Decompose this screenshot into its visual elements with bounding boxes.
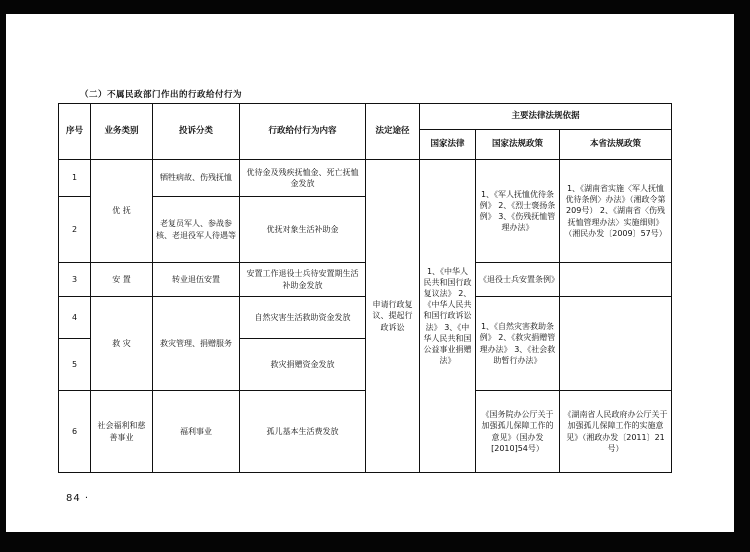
table-row (59, 160, 672, 197)
admin-content-cell: 优待金及残疾抚恤金、死亡抚恤金发放 (240, 160, 366, 197)
row-number: 4 (59, 297, 91, 339)
admin-content-cell: 自然灾害生活救助资金发放 (240, 297, 366, 339)
header-national-law: 国家法律 (420, 130, 476, 160)
header-provincial-regulations: 本省法规政策 (560, 130, 672, 160)
national-regulations-cell: 《国务院办公厅关于加强孤儿保障工作的意见》（国办发[2010]54号） (476, 391, 560, 473)
scan-edge-right (734, 0, 750, 552)
complaint-category-cell: 牺牲病故、伤残抚恤 (153, 160, 240, 197)
complaint-category-cell: 老复员军人、参战参核、老退役军人待遇等 (153, 197, 240, 263)
scan-edge-bottom (0, 532, 750, 552)
admin-content-cell: 优抚对象生活补助金 (240, 197, 366, 263)
provincial-regulations-cell: 1、《湖南省实施〈军人抚恤优待条例〉办法》（湘政令第209号） 2、《湖南省〈伤残抚恤管理办法〉实施细则》（湘民办发〔2009〕57号） (560, 160, 672, 263)
header-admin-content: 行政给付行为内容 (240, 104, 366, 160)
complaint-category-cell: 救灾管理、捐赠服务 (153, 297, 240, 391)
header-legal-channel: 法定途径 (366, 104, 420, 160)
policy-table (58, 103, 672, 473)
admin-content-cell: 孤儿基本生活费发放 (240, 391, 366, 473)
section-title: （二）不属民政部门作出的行政给付行为 (80, 90, 243, 100)
row-number: 2 (59, 197, 91, 263)
provincial-regulations-cell: 《湖南省人民政府办公厅关于加强孤儿保障工作的实施意见》（湘政办发〔2011〕21号） (560, 391, 672, 473)
scan-edge-left (0, 0, 6, 552)
header-main-laws: 主要法律法规依据 (420, 104, 672, 130)
row-number: 1 (59, 160, 91, 197)
business-category-cell: 救 灾 (91, 297, 153, 391)
table-row (59, 297, 672, 339)
header-row-1 (59, 104, 672, 130)
national-regulations-cell: 1、《自然灾害救助条例》 2、《救灾捐赠管理办法》 3、《社会救助暂行办法》 (476, 297, 560, 391)
provincial-regulations-cell (560, 297, 672, 391)
header-business-category: 业务类别 (91, 104, 153, 160)
legal-channel-cell: 申请行政复议、提起行政诉讼 (366, 160, 420, 473)
table-row (59, 391, 672, 473)
business-category-cell: 优 抚 (91, 160, 153, 263)
page-number: 84 · (66, 493, 90, 504)
complaint-category-cell: 福利事业 (153, 391, 240, 473)
row-number: 3 (59, 263, 91, 297)
business-category-cell: 安 置 (91, 263, 153, 297)
admin-content-cell: 安置工作退役士兵待安置期生活补助金发放 (240, 263, 366, 297)
national-regulations-cell: 《退役士兵安置条例》 (476, 263, 560, 297)
national-law-cell: 1、《中华人民共和国行政复议法》 2、《中华人民共和国行政诉讼法》 3、《中华人民共和国公益事业捐赠法》 (420, 160, 476, 473)
table-row (59, 263, 672, 297)
complaint-category-cell: 转业退伍安置 (153, 263, 240, 297)
admin-content-cell: 救灾捐赠资金发放 (240, 339, 366, 391)
provincial-regulations-cell (560, 263, 672, 297)
header-no: 序号 (59, 104, 91, 160)
scan-edge-top (0, 0, 750, 14)
header-complaint-category: 投诉分类 (153, 104, 240, 160)
national-regulations-cell: 1、《军人抚恤优待条例》 2、《烈士褒扬条例》 3、《伤残抚恤管理办法》 (476, 160, 560, 263)
business-category-cell: 社会福利和慈善事业 (91, 391, 153, 473)
header-national-regulations: 国家法规政策 (476, 130, 560, 160)
row-number: 5 (59, 339, 91, 391)
row-number: 6 (59, 391, 91, 473)
